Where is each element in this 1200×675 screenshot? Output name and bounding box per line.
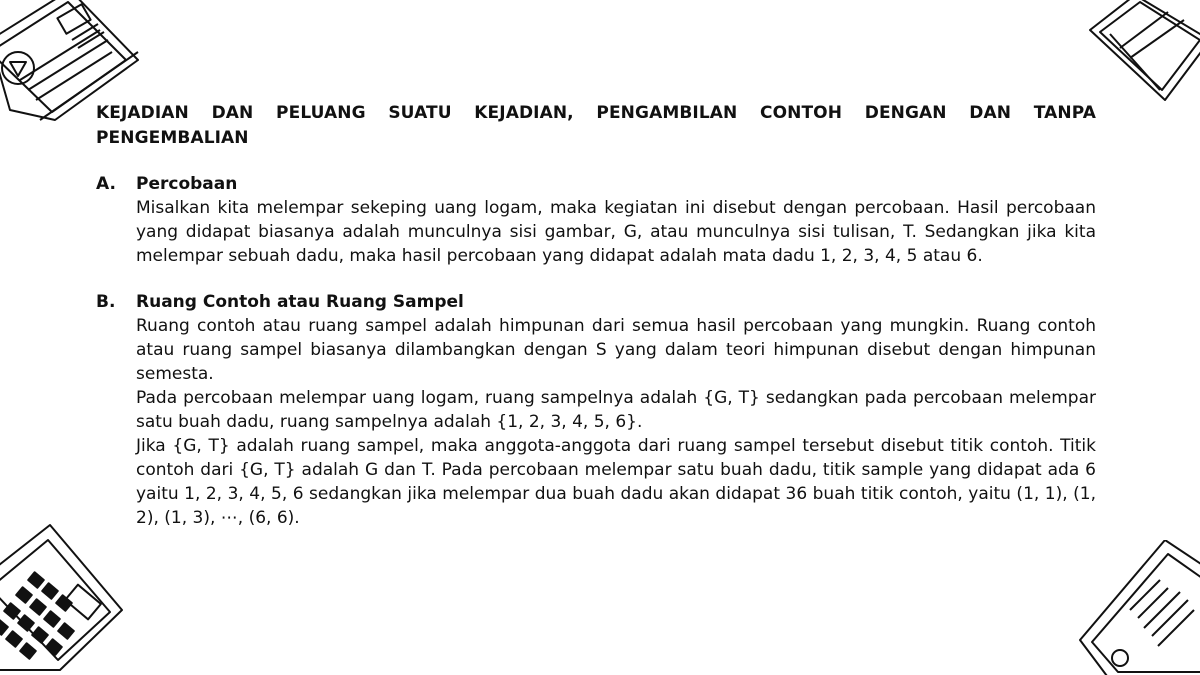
document-body xyxy=(96,101,1096,530)
paragraph: Pada percobaan melempar uang logam, ruang sampelnya adalah {G, T} sedangkan pada percobaan melempar satu buah dadu, ruang sampelnya adalah {1, 2, 3, 4, 5, 6}. xyxy=(136,388,1096,432)
paragraph: Misalkan kita melempar sekeping uang logam, maka kegiatan ini disebut dengan percobaan. Hasil percobaan yang didapat biasanya adalah munculnya sisi gambar, G, atau munculnya sisi tulisan, T. Sedangkan jika kita melempar sebuah dadu, maka hasil percobaan yang didapat adalah mata dadu 1, 2, 3, 4, 5 atau 6. xyxy=(136,198,1096,266)
section-heading xyxy=(96,290,1096,314)
section-body xyxy=(136,196,1096,268)
document-title: KEJADIAN DAN PELUANG SUATU KEJADIAN, PENGAMBILAN CONTOH DENGAN DAN TANPA PENGEMBALIAN xyxy=(96,103,1096,148)
section-letter: A. xyxy=(96,174,116,194)
section-heading xyxy=(96,172,1096,196)
paragraph: Ruang contoh atau ruang sampel adalah himpunan dari semua hasil percobaan yang mungkin. Ruang contoh atau ruang sampel biasanya dilambangkan dengan S yang dalam teori himpunan disebut dengan himpunan semesta. xyxy=(136,316,1096,384)
paragraph: Jika {G, T} adalah ruang sampel, maka anggota-anggota dari ruang sampel tersebut disebut titik contoh. Titik contoh dari {G, T} adalah G dan T. Pada percobaan melempar satu buah dadu, titik sample yang didapat ada 6 yaitu 1, 2, 3, 4, 5, 6 sedangkan jika melempar dua buah dadu akan didapat 36 buah titik contoh, yaitu (1, 1), (1, 2), (1, 3), ⋯, (6, 6). xyxy=(136,436,1096,528)
section-body xyxy=(136,314,1096,530)
section-percobaan xyxy=(96,172,1096,268)
notepad-sketch-icon xyxy=(1080,0,1200,110)
section-letter: B. xyxy=(96,292,116,312)
document-sketch-icon xyxy=(1070,540,1200,675)
section-title: Ruang Contoh atau Ruang Sampel xyxy=(136,292,464,312)
section-ruang-sampel xyxy=(96,290,1096,530)
section-title: Percobaan xyxy=(136,174,238,194)
calculator-sketch-icon xyxy=(0,520,125,675)
